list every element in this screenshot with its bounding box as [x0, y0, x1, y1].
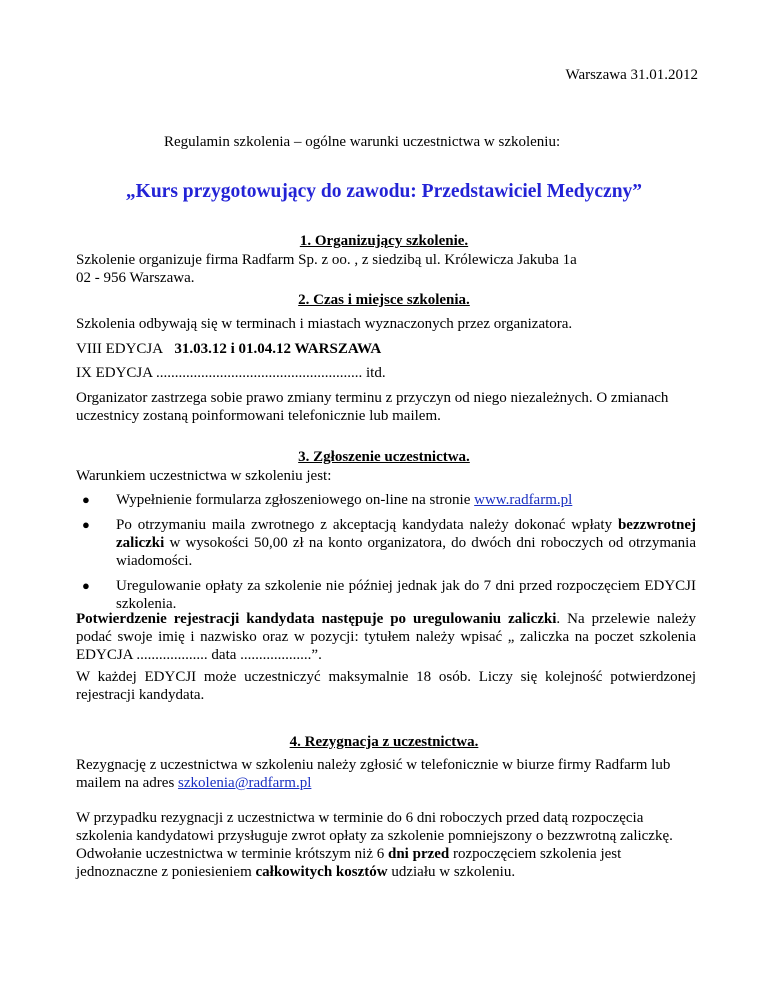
bullet-icon: ● — [82, 517, 90, 532]
refund-line-3 — [76, 845, 696, 863]
radfarm-website-link[interactable]: www.radfarm.pl — [474, 492, 573, 508]
section-1-line-1: Szkolenie organizuje firma Radfarm Sp. z oo. , z siedzibą ul. Królewicza Jakuba 1a — [76, 252, 577, 268]
list-item — [76, 577, 696, 613]
list-item — [76, 516, 696, 570]
schedule-change-note: Organizator zastrzega sobie prawo zmiany terminu z przyczyn od niego niezależnych. O zmianach uczestnicy zostaną poinformowani telefonicznie lub mailem. — [76, 390, 669, 424]
section-4-line-1: Rezygnację z uczestnictwa w szkoleniu należy zgłosić w telefonicznie w biurze firmy Radfarm lub — [76, 757, 671, 773]
section-2-heading: 2. Czas i miejsce szkolenia. — [298, 292, 470, 308]
participant-limit: W każdej EDYCJI może uczestniczyć maksymalnie 18 osób. Liczy się kolejność potwierdzonej rejestracji kandydata. — [76, 669, 696, 703]
edition-8-dates: 31.03.12 i 01.04.12 WARSZAWA — [174, 341, 382, 357]
section-3-intro: Warunkiem uczestnictwa w szkoleniu jest: — [76, 468, 332, 484]
refund-line-3-a: Odwołanie uczestnictwa w terminie krótszym niż 6 — [76, 846, 388, 862]
bullet-2-text-a: Po otrzymaniu maila zwrotnego z akceptacją kandydata należy dokonać wpłaty — [116, 517, 618, 533]
edition-8-line — [76, 340, 696, 358]
bullet-2-text-b: w wysokości 50,00 zł na konto organizatora, do dwóch dni roboczych od otrzymania wiadomości. — [116, 535, 696, 569]
section-1-heading: 1. Organizujący szkolenie. — [299, 233, 469, 249]
date-line: Warszawa 31.01.2012 — [565, 67, 698, 83]
bullet-1-text: Wypełnienie formularza zgłoszeniowego on-line na stronie — [116, 492, 475, 508]
bullet-icon: ● — [82, 492, 90, 507]
edition-9-line: IX EDYCJA ....................................................... itd. — [76, 365, 386, 381]
registration-confirmation — [76, 610, 696, 664]
confirmation-bold: Potwierdzenie rejestracji kandydata następuje po uregulowaniu zaliczki — [76, 611, 557, 627]
refund-line-3-b: rozpoczęciem szkolenia jest — [449, 846, 622, 862]
section-4-line-2 — [76, 774, 696, 792]
refund-line-2: szkolenia kandydatowi przysługuje zwrot opłaty za szkolenie pomniejszony o bezzwrotną zaliczkę. — [76, 828, 673, 844]
section-3-heading: 3. Zgłoszenie uczestnictwa. — [298, 449, 470, 465]
bullet-icon: ● — [82, 578, 90, 593]
section-1-line-2: 02 - 956 Warszawa. — [76, 270, 195, 286]
refund-line-4-a: jednoznaczne z poniesieniem — [76, 864, 256, 880]
refund-line-4-bold: całkowitych kosztów — [255, 864, 388, 880]
refund-line-4 — [76, 863, 696, 881]
section-4-line-2-text: mailem na adres — [76, 775, 179, 791]
training-email-link[interactable]: szkolenia@radfarm.pl — [178, 775, 312, 791]
confirmation-rest: . Na przelewie należy podać swoje imię i nazwisko oraz w pozycji: tytułem należy wpisać „ zaliczka na poczet szkolenia EDYCJA ................... data ...................”. — [76, 611, 696, 663]
edition-8-label: VIII EDYCJA — [76, 341, 164, 357]
section-2-line-1: Szkolenia odbywają się w terminach i miastach wyznaczonych przez organizatora. — [76, 316, 573, 332]
requirements-list — [76, 491, 696, 613]
bullet-3-text: Uregulowanie opłaty za szkolenie nie później jednak jak do 7 dni przed rozpoczęciem EDYCJI szkolenia. — [116, 578, 696, 612]
list-item — [76, 491, 696, 509]
refund-line-4-b: udziału w szkoleniu. — [387, 864, 516, 880]
bullet-2-bold: bezzwrotnej zaliczki — [116, 517, 696, 551]
regulations-intro: Regulamin szkolenia – ogólne warunki uczestnictwa w szkoleniu: — [164, 134, 561, 150]
section-4-heading: 4. Rezygnacja z uczestnictwa. — [289, 734, 479, 750]
course-title: „Kurs przygotowujący do zawodu: Przedstawiciel Medyczny” — [125, 181, 643, 202]
refund-line-3-bold: dni przed — [388, 846, 450, 862]
refund-line-1: W przypadku rezygnacji z uczestnictwa w terminie do 6 dni roboczych przed datą rozpoczęcia — [76, 810, 644, 826]
